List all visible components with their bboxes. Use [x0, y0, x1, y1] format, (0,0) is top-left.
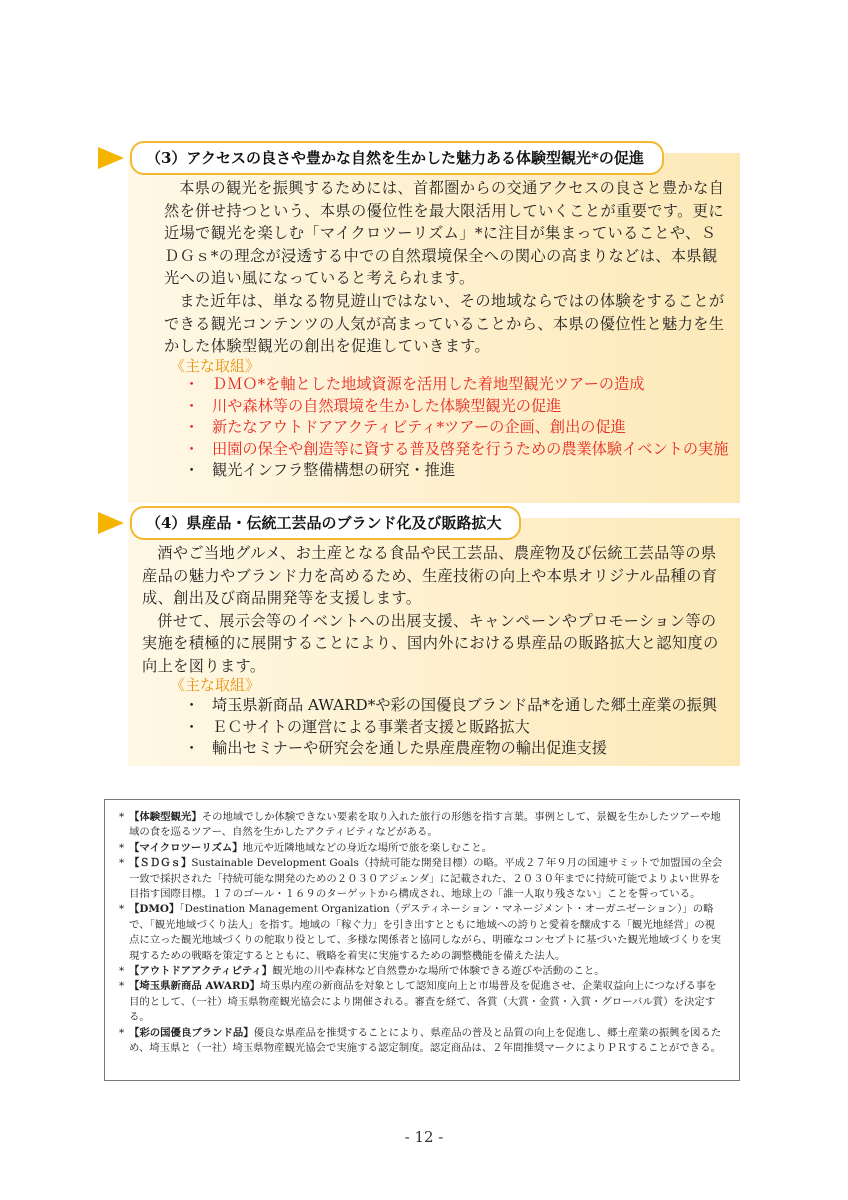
- footnote-term: 【ＳＤＧｓ】: [129, 857, 192, 870]
- footnote-term: 【埼玉県新商品 AWARD】: [129, 980, 260, 993]
- section-3: [98, 141, 740, 503]
- section-4-body: [142, 542, 728, 678]
- footnote: * 【体験型観光】その地域でしか体験できない要素を取り入れた旅行の形態を指す言葉。事例として、景観を生かしたツアーや地域の食を巡るツアー、自然を生かしたアクティビティなどがある。: [119, 811, 721, 839]
- bullet-icon: ・: [184, 696, 200, 714]
- paragraph: 併せて、展示会等のイベントへの出展支援、キャンペーンやプロモーション等の実施を積極的に展開することにより、国内外における県産品の販路拡大と認知度の向上を図ります。: [142, 611, 719, 675]
- arrow-marker-icon: [98, 147, 124, 169]
- footnote: * 【アウトドアアクティビティ】観光地の川や森林など自然豊かな場所で体験できる遊びや活動のこと。: [119, 965, 605, 978]
- footnote-term: 【マイクロツーリズム】: [129, 841, 243, 854]
- bullet-icon: ・: [184, 717, 200, 736]
- footnote: * 【マイクロツーリズム】地元や近隣地域などの身近な場所で旅を楽しむこと。: [119, 841, 493, 854]
- arrow-marker-icon: [98, 512, 124, 534]
- section-4: [98, 506, 740, 766]
- list-item: ・ ＤＭＯ*を軸とした地域資源を活用した着地型観光ツアーの造成: [180, 374, 730, 396]
- footnote: * 【DMO】「Destination Management Organization（デスティネーション・マネージメント・オーガニゼーション）」の略で、「観光地域づくり法人」を指す。地域の「稼ぐ力」を引き出すとともに地域への誇りと愛着を醸成する「観光地経営」の視点に立った観光地域づくりの舵取り役として、多様な関係者と協同しながら、明確なコンセプトに基づいた観光地域づくりを実現するための戦略を策定するとともに、戦略を着実に実施するための調整機能を備えた法人。: [119, 903, 722, 962]
- footnote: * 【ＳＤＧｓ】Sustainable Development Goals（持続可能な開発目標）の略。平成２７年９月の国連サミットで加盟国の全会一致で採択された「持続可能な開発のための２０３０アジェンダ」に記載された、２０３０年までに持続可能でよりよい世界を目指す国際目標。１７のゴール・１６９のターゲットから構成され、地球上の「誰一人取り残さない」ことを誓っている。: [119, 857, 723, 901]
- initiatives-heading: 《主な取組》: [170, 676, 261, 694]
- list-item: ・ 埼玉県新商品 AWARD*や彩の国優良ブランド品*を通した郷土産業の振興: [180, 695, 730, 717]
- footnote-text: 「Destination Management Organization（デスティネーション・マネージメント・オーガニゼーション）」の略で、「観光地域づくり法人」を指す。地域の「稼ぐ力」を引き出すとともに地域への誇りと愛着を醸成する「観光地経営」の視点に立った観光地域づくりの舵取り役として、多様な関係者と協同しながら、明確なコンセプトに基づいた観光地域づくりを実現するための戦略を策定するとともに、戦略を着実に実施するための調整機能を備えた法人。: [129, 903, 722, 962]
- initiatives-heading: 《主な取組》: [170, 357, 261, 375]
- footnotes-box: [104, 799, 740, 1081]
- bullet-icon: ・: [184, 375, 200, 393]
- footnote-term: 【彩の国優良ブランド品】: [129, 1026, 254, 1039]
- footnote-text: 優良な県産品を推奨することにより、県産品の普及と品質の向上を促進し、郷土産業の振興を図るため、埼玉県と（一社）埼玉県物産観光協会で実施する認定制度。認定商品は、２年間推奨マークによりＰＲすることができる。: [129, 1026, 722, 1055]
- footnote-text: 観光地の川や森林など自然豊かな場所で体験できる遊びや活動のこと。: [272, 965, 605, 978]
- footnote-text: 埼玉県内産の新商品を対象として認知度向上と市場普及を促進させ、企業収益向上につなげる事を目的として、（一社）埼玉県物産観光協会により開催される。審査を経て、各賞（大賞・金賞・入賞・グローバル賞）を決定する。: [129, 980, 717, 1024]
- footnote-term: 【アウトドアアクティビティ】: [129, 965, 273, 978]
- footnote: * 【埼玉県新商品 AWARD】埼玉県内産の新商品を対象として認知度向上と市場普及を促進させ、企業収益向上につなげる事を目的として、（一社）埼玉県物産観光協会により開催される。審査を経て、各賞（大賞・金賞・入賞・グローバル賞）を決定する。: [119, 980, 717, 1024]
- initiatives-list: [180, 374, 730, 482]
- list-item: ・ ＥＣサイトの運営による事業者支援と販路拡大: [180, 717, 730, 739]
- bullet-icon: ・: [184, 739, 200, 758]
- footnote-text: Sustainable Development Goals（持続可能な開発目標）の略。平成２７年９月の国連サミットで加盟国の全会一致で採択された「持続可能な開発のための２０３０アジェンダ」に記載された、２０３０年までに持続可能でよりよい世界を目指す国際目標。１７のゴール・１６９のターゲットから構成され、地球上の「誰一人取り残さない」ことを誓っている。: [129, 857, 723, 901]
- footnote-text: その地域でしか体験できない要素を取り入れた旅行の形態を指す言葉。事例として、景観を生かしたツアーや地域の食を巡るツアー、自然を生かしたアクティビティなどがある。: [129, 811, 721, 839]
- list-item: ・ 川や森林等の自然環境を生かした体験型観光の促進: [180, 396, 730, 418]
- footnote: * 【彩の国優良ブランド品】優良な県産品を推奨することにより、県産品の普及と品質の向上を促進し、郷土産業の振興を図るため、埼玉県と（一社）埼玉県物産観光協会で実施する認定制度。認定商品は、２年間推奨マークによりＰＲすることができる。: [119, 1026, 722, 1055]
- list-item: ・ 田園の保全や創造等に資する普及啓発を行うための農業体験イベントの実施: [180, 439, 730, 461]
- section-4-title: （4）県産品・伝統工芸品のブランド化及び販路拡大: [130, 506, 521, 540]
- footnote-text: 地元や近隣地域などの身近な場所で旅を楽しむこと。: [242, 841, 493, 854]
- footnote-term: 【体験型観光】: [129, 811, 202, 823]
- paragraph: 本県の観光を振興するためには、首都圏からの交通アクセスの良さと豊かな自然を併せ持つという、本県の優位性を最大限活用していくことが重要です。更に近場で観光を楽しむ「マイクロツーリズム」*に注目が集まっていることや、ＳＤＧｓ*の理念が浸透する中での自然環境保全への関心の高まりなどは、本県観光への追い風になっていると考えられます。: [164, 179, 725, 288]
- bullet-icon: ・: [184, 461, 200, 480]
- paragraph: 酒やご当地グルメ、お土産となる食品や民工芸品、農産物及び伝統工芸品等の県産品の魅力やブランド力を高めるため、生産技術の向上や本県オリジナル品種の育成、創出及び商品開発等を支援します。: [142, 544, 718, 608]
- list-item: ・ 輸出セミナーや研究会を通した県産農産物の輸出促進支援: [180, 738, 730, 760]
- section-3-title: （3）アクセスの良さや豊かな自然を生かした魅力ある体験型観光*の促進: [130, 141, 664, 175]
- bullet-icon: ・: [184, 396, 200, 415]
- footnote-term: 【DMO】: [129, 903, 180, 916]
- section-3-body: [164, 177, 728, 358]
- list-item: ・ 観光インフラ整備構想の研究・推進: [180, 460, 730, 482]
- bullet-icon: ・: [184, 439, 200, 458]
- bullet-icon: ・: [184, 418, 200, 437]
- page-number: - 12 -: [404, 1128, 444, 1146]
- list-item: ・ 新たなアウトドアアクティビティ*ツアーの企画、創出の促進: [180, 417, 730, 439]
- paragraph: また近年は、単なる物見遊山ではない、その地域ならではの体験をすることができる観光コンテンツの人気が高まっていることから、本県の優位性と魅力を生かした体験型観光の創出を促進していきます。: [164, 291, 725, 356]
- initiatives-list: [180, 695, 730, 760]
